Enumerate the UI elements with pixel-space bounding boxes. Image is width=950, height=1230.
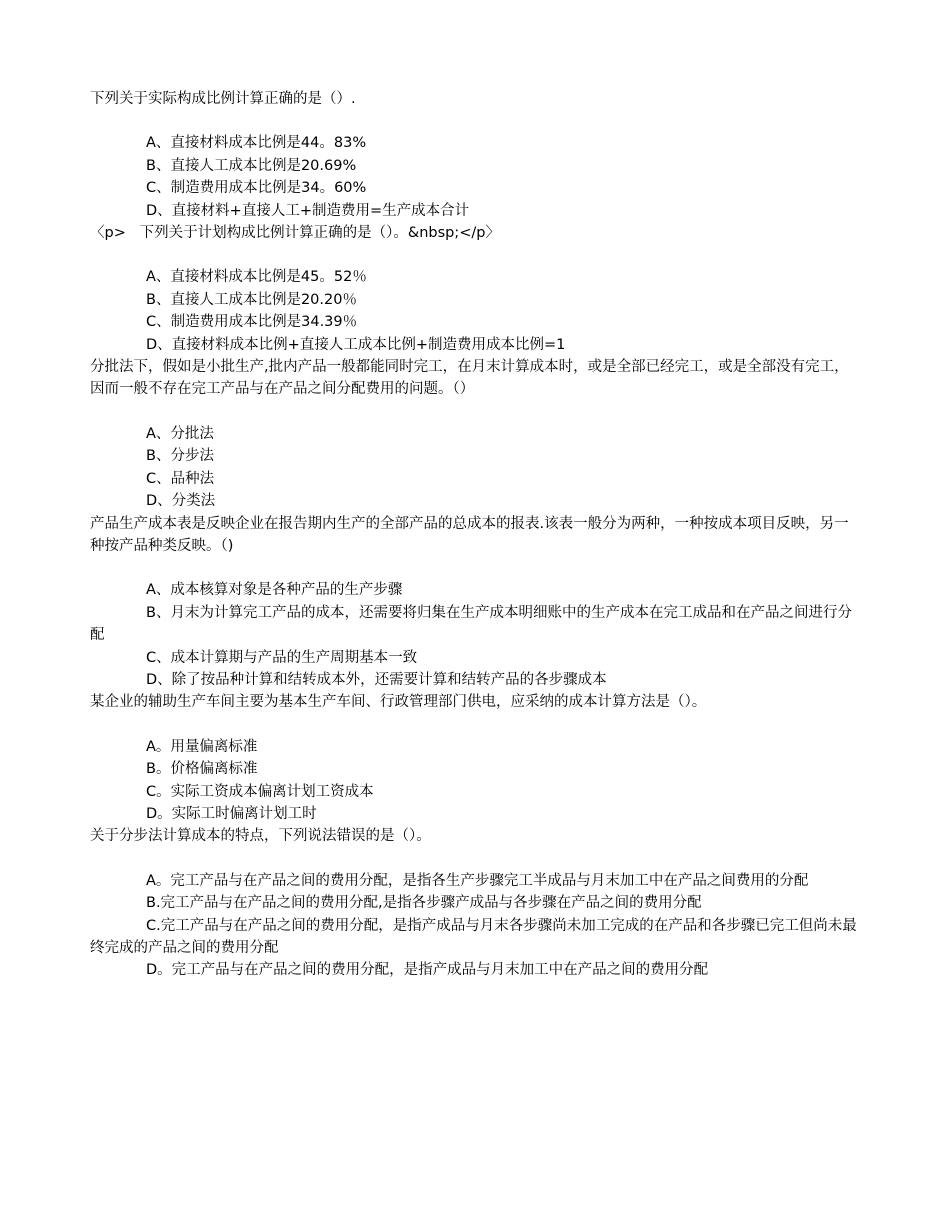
option-a: A、成本核算对象是各种产品的生产步骤 [146, 582, 403, 599]
spacer [90, 244, 862, 266]
option-a: A、直接材料成本比例是45。52％ [146, 269, 367, 286]
document-body [90, 88, 862, 982]
option-b: B、直接人工成本比例是20.69% [146, 157, 357, 174]
spacer [90, 401, 862, 423]
option-b: B、月末为计算完工产品的成本，还需要将归集在生产成本明细账中的生产成本在完工成品和在产品之间进行分配 [90, 604, 852, 644]
spacer [90, 848, 862, 870]
option-a: A、分批法 [146, 425, 214, 442]
option-list [90, 579, 862, 691]
option-b: B、分步法 [146, 448, 214, 465]
option-d: D、直接材料成本比例+直接人工成本比例+制造费用成本比例=1 [146, 336, 566, 353]
option-a: A、直接材料成本比例是44。83% [146, 135, 367, 152]
option-d: D、直接材料+直接人工+制造费用=生产成本合计 [146, 202, 470, 219]
option-c: C.完工产品与在产品之间的费用分配，是指产成品与月末各步骤尚未加工完成的在产品和各步骤已完工但尚未最终完成的产品之间的费用分配 [90, 917, 857, 956]
option-d: D、除了按品种计算和结转成本外，还需要计算和结转产品的各步骤成本 [146, 671, 607, 688]
question-2 [90, 222, 862, 356]
option-c: C。实际工资成本偏离计划工资成本 [146, 783, 374, 800]
option-b: B。价格偏离标准 [146, 761, 258, 778]
option-b: B.完工产品与在产品之间的费用分配,是指各步骤产成品与各步骤在产品之间的费用分配 [146, 895, 702, 912]
option-list [90, 132, 862, 222]
option-b: B、直接人工成本比例是20.20％ [146, 291, 357, 308]
spacer [90, 110, 862, 132]
spacer [90, 714, 862, 736]
option-c: C、成本计算期与产品的生产周期基本一致 [146, 649, 418, 666]
option-list [90, 736, 862, 826]
option-c: C、品种法 [146, 470, 215, 487]
spacer [90, 557, 862, 579]
question-4 [90, 513, 862, 692]
option-d: D。实际工时偏离计划工时 [146, 805, 317, 822]
option-list [90, 423, 862, 513]
option-a: A。完工产品与在产品之间的费用分配，是指各生产步骤完工半成品与月末加工中在产品之间费用的分配 [146, 872, 809, 889]
question-stem: 〈p> 下列关于计划构成比例计算正确的是（）。&nbsp;</p〉 [90, 225, 501, 242]
question-stem: 某企业的辅助生产车间主要为基本生产车间、行政管理部门供电，应采纳的成本计算方法是（）。 [90, 694, 707, 711]
question-3 [90, 356, 862, 512]
question-stem: 下列关于实际构成比例计算正确的是（）. [90, 91, 356, 107]
option-c: C、制造费用成本比例是34。60% [146, 180, 367, 197]
option-a: A。用量偏离标准 [146, 738, 258, 755]
question-stem: 关于分步法计算成本的特点，下列说法错误的是（）。 [90, 828, 431, 845]
option-d: D。完工产品与在产品之间的费用分配，是指产成品与月末加工中在产品之间的费用分配 [146, 962, 709, 979]
question-stem: 分批法下，假如是小批生产,批内产品一般都能同时完工，在月末计算成本时，或是全部已经完工，或是全部没有完工，因而一般不存在完工产品与在产品之间分配费用的问题。（） [90, 359, 849, 398]
question-1 [90, 88, 862, 222]
option-c: C、制造费用成本比例是34.39％ [146, 314, 358, 331]
question-5 [90, 691, 862, 825]
option-list [90, 870, 862, 982]
question-stem: 产品生产成本表是反映企业在报告期内生产的全部产品的总成本的报表.该表一般分为两种，一种按成本项目反映，另一种按产品种类反映。（) [90, 515, 849, 554]
option-list [90, 266, 862, 356]
question-6 [90, 825, 862, 981]
option-d: D、分类法 [146, 493, 216, 510]
